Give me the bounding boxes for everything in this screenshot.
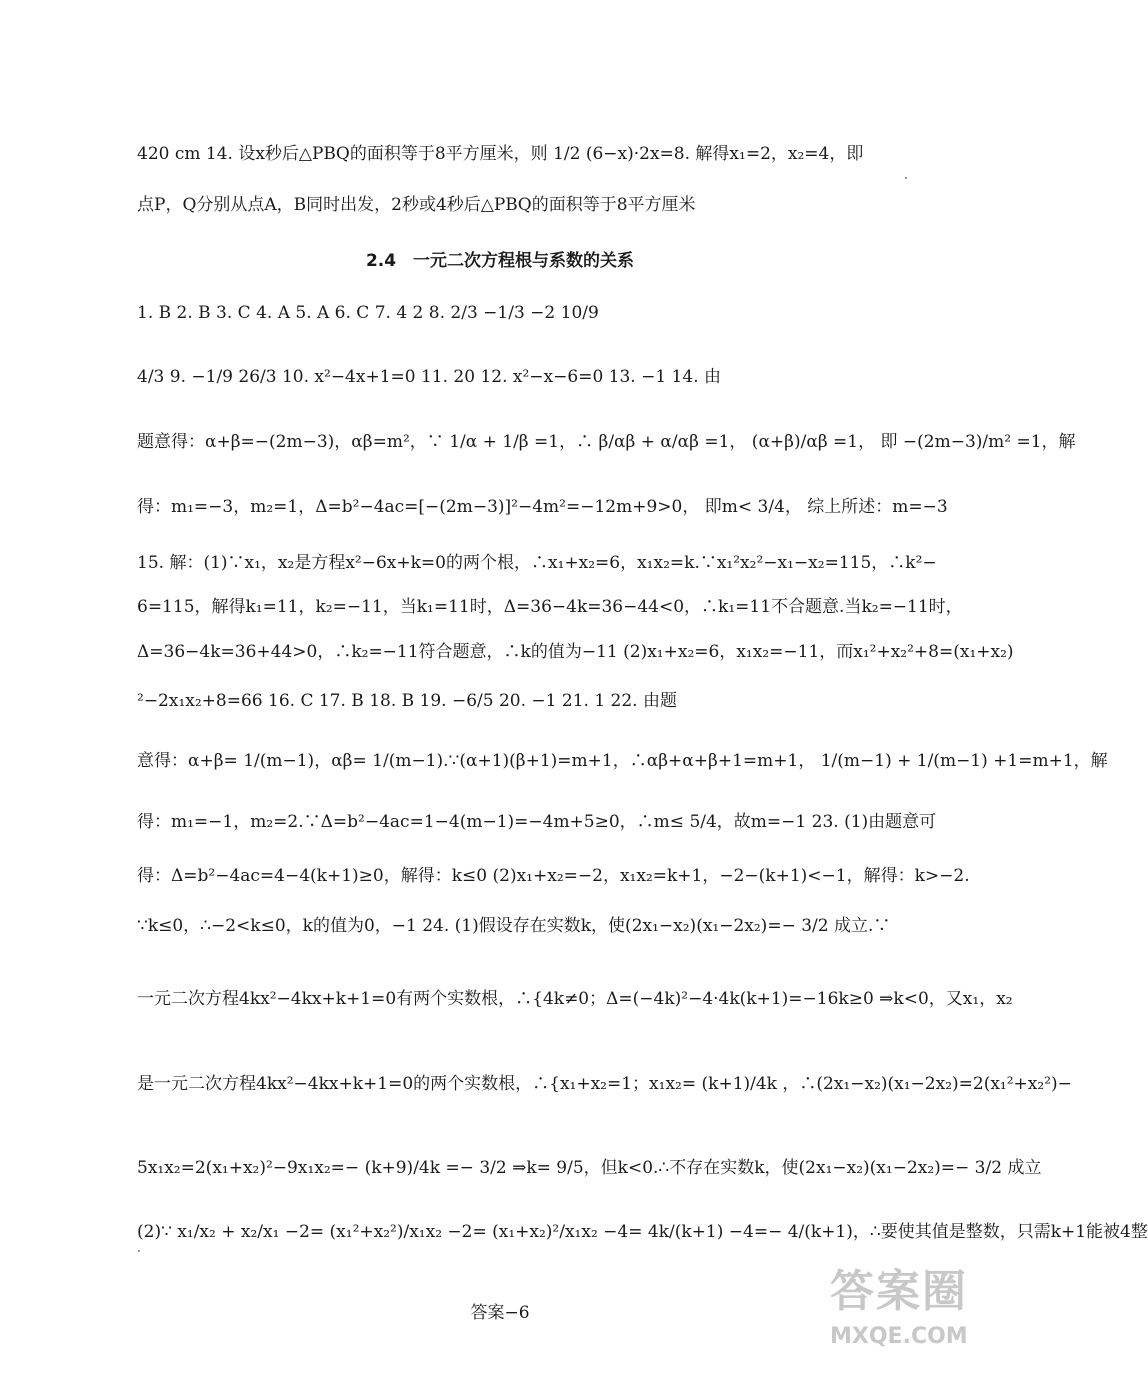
answer-line-3: 1. B 2. B 3. C 4. A 5. A 6. C 7. 4 2 8. 2/3 −1/3 −2 10/9 [137,303,599,323]
answer-line-2: 点P，Q分别从点A，B同时出发，2秒或4秒后△PBQ的面积等于8平方厘米 [137,195,696,215]
answer-line-1: 420 cm 14. 设x秒后△PBQ的面积等于8平方厘米，则 1/2 (6−x)·2x=8. 解得x₁=2，x₂=4，即 [137,144,864,164]
answer-line-6: 得：m₁=−3，m₂=1，Δ=b²−4ac=[−(2m−3)]²−4m²=−12m+9>0， 即m< 3/4， 综上所述：m=−3 [137,497,948,517]
answer-line-8: 6=115，解得k₁=11，k₂=−11，当k₁=11时，Δ=36−4k=36−44<0，∴k₁=11不合题意.当k₂=−11时， [137,597,963,617]
section-heading: 2.4 一元二次方程根与系数的关系 [365,251,635,271]
watermark-domain: MXQE.COM [830,1324,968,1349]
answer-line-14: ∵k≤0，∴−2<k≤0，k的值为0，−1 24. (1)假设存在实数k，使(2x₁−x₂)(x₁−2x₂)=− 3/2 成立.∵ [137,916,891,936]
answer-line-16: 是一元二次方程4kx²−4kx+k+1=0的两个实数根，∴{x₁+x₂=1；x₁x₂= (k+1)/4k ，∴(2x₁−x₂)(x₁−2x₂)=2(x₁²+x₂²)− [137,1074,1072,1094]
answer-line-5: 题意得：α+β=−(2m−3)，αβ=m²，∵ 1/α + 1/β =1，∴ β/αβ + α/αβ =1， (α+β)/αβ =1， 即 −(2m−3)/m² =1，解 [137,432,1076,452]
site-watermark [830,1262,1000,1370]
answer-line-15: 一元二次方程4kx²−4kx+k+1=0有两个实数根，∴{4k≠0；Δ=(−4k)²−4·4k(k+1)=−16k≥0 ⇒k<0，又x₁，x₂ [137,989,1013,1009]
answer-line-9: Δ=36−4k=36+44>0，∴k₂=−11符合题意，∴k的值为−11 (2)x₁+x₂=6，x₁x₂=−11，而x₁²+x₂²+8=(x₁+x₂) [137,642,1014,662]
answer-line-11: 意得：α+β= 1/(m−1)，αβ= 1/(m−1).∵(α+1)(β+1)=m+1，∴αβ+α+β+1=m+1， 1/(m−1) + 1/(m−1) +1=m+1，解 [137,751,1108,771]
answer-line-7: 15. 解：(1)∵x₁，x₂是方程x²−6x+k=0的两个根，∴x₁+x₂=6，x₁x₂=k.∵x₁²x₂²−x₁−x₂=115，∴k²− [137,553,937,573]
answer-line-13: 得：Δ=b²−4ac=4−4(k+1)≥0，解得：k≤0 (2)x₁+x₂=−2，x₁x₂=k+1，−2−(k+1)<−1，解得：k>−2. [137,866,970,886]
answer-line-18: (2)∵ x₁/x₂ + x₂/x₁ −2= (x₁²+x₂²)/x₁x₂ −2= (x₁+x₂)²/x₁x₂ −4= 4k/(k+1) −4=− 4/(k+1)，∴要使其值是整数，只需k+1能被4整 [137,1222,1148,1242]
margin-mark [905,177,907,179]
watermark-logo-text: 答案圈 [830,1266,968,1317]
answer-line-10: ²−2x₁x₂+8=66 16. C 17. B 18. B 19. −6/5 20. −1 21. 1 22. 由题 [137,691,677,711]
answer-line-12: 得：m₁=−1，m₂=2.∵Δ=b²−4ac=1−4(m−1)=−4m+5≥0，∴m≤ 5/4，故m=−1 23. (1)由题意可 [137,812,937,832]
answer-line-17: 5x₁x₂=2(x₁+x₂)²−9x₁x₂=− (k+9)/4k =− 3/2 ⇒k= 9/5，但k<0.∴不存在实数k，使(2x₁−x₂)(x₁−2x₂)=− 3/2 成立 [137,1158,1042,1178]
answer-line-4: 4/3 9. −1/9 26/3 10. x²−4x+1=0 11. 20 12. x²−x−6=0 13. −1 14. 由 [137,367,722,387]
margin-mark [138,1250,140,1252]
page-footer: 答案−6 [470,1303,530,1323]
